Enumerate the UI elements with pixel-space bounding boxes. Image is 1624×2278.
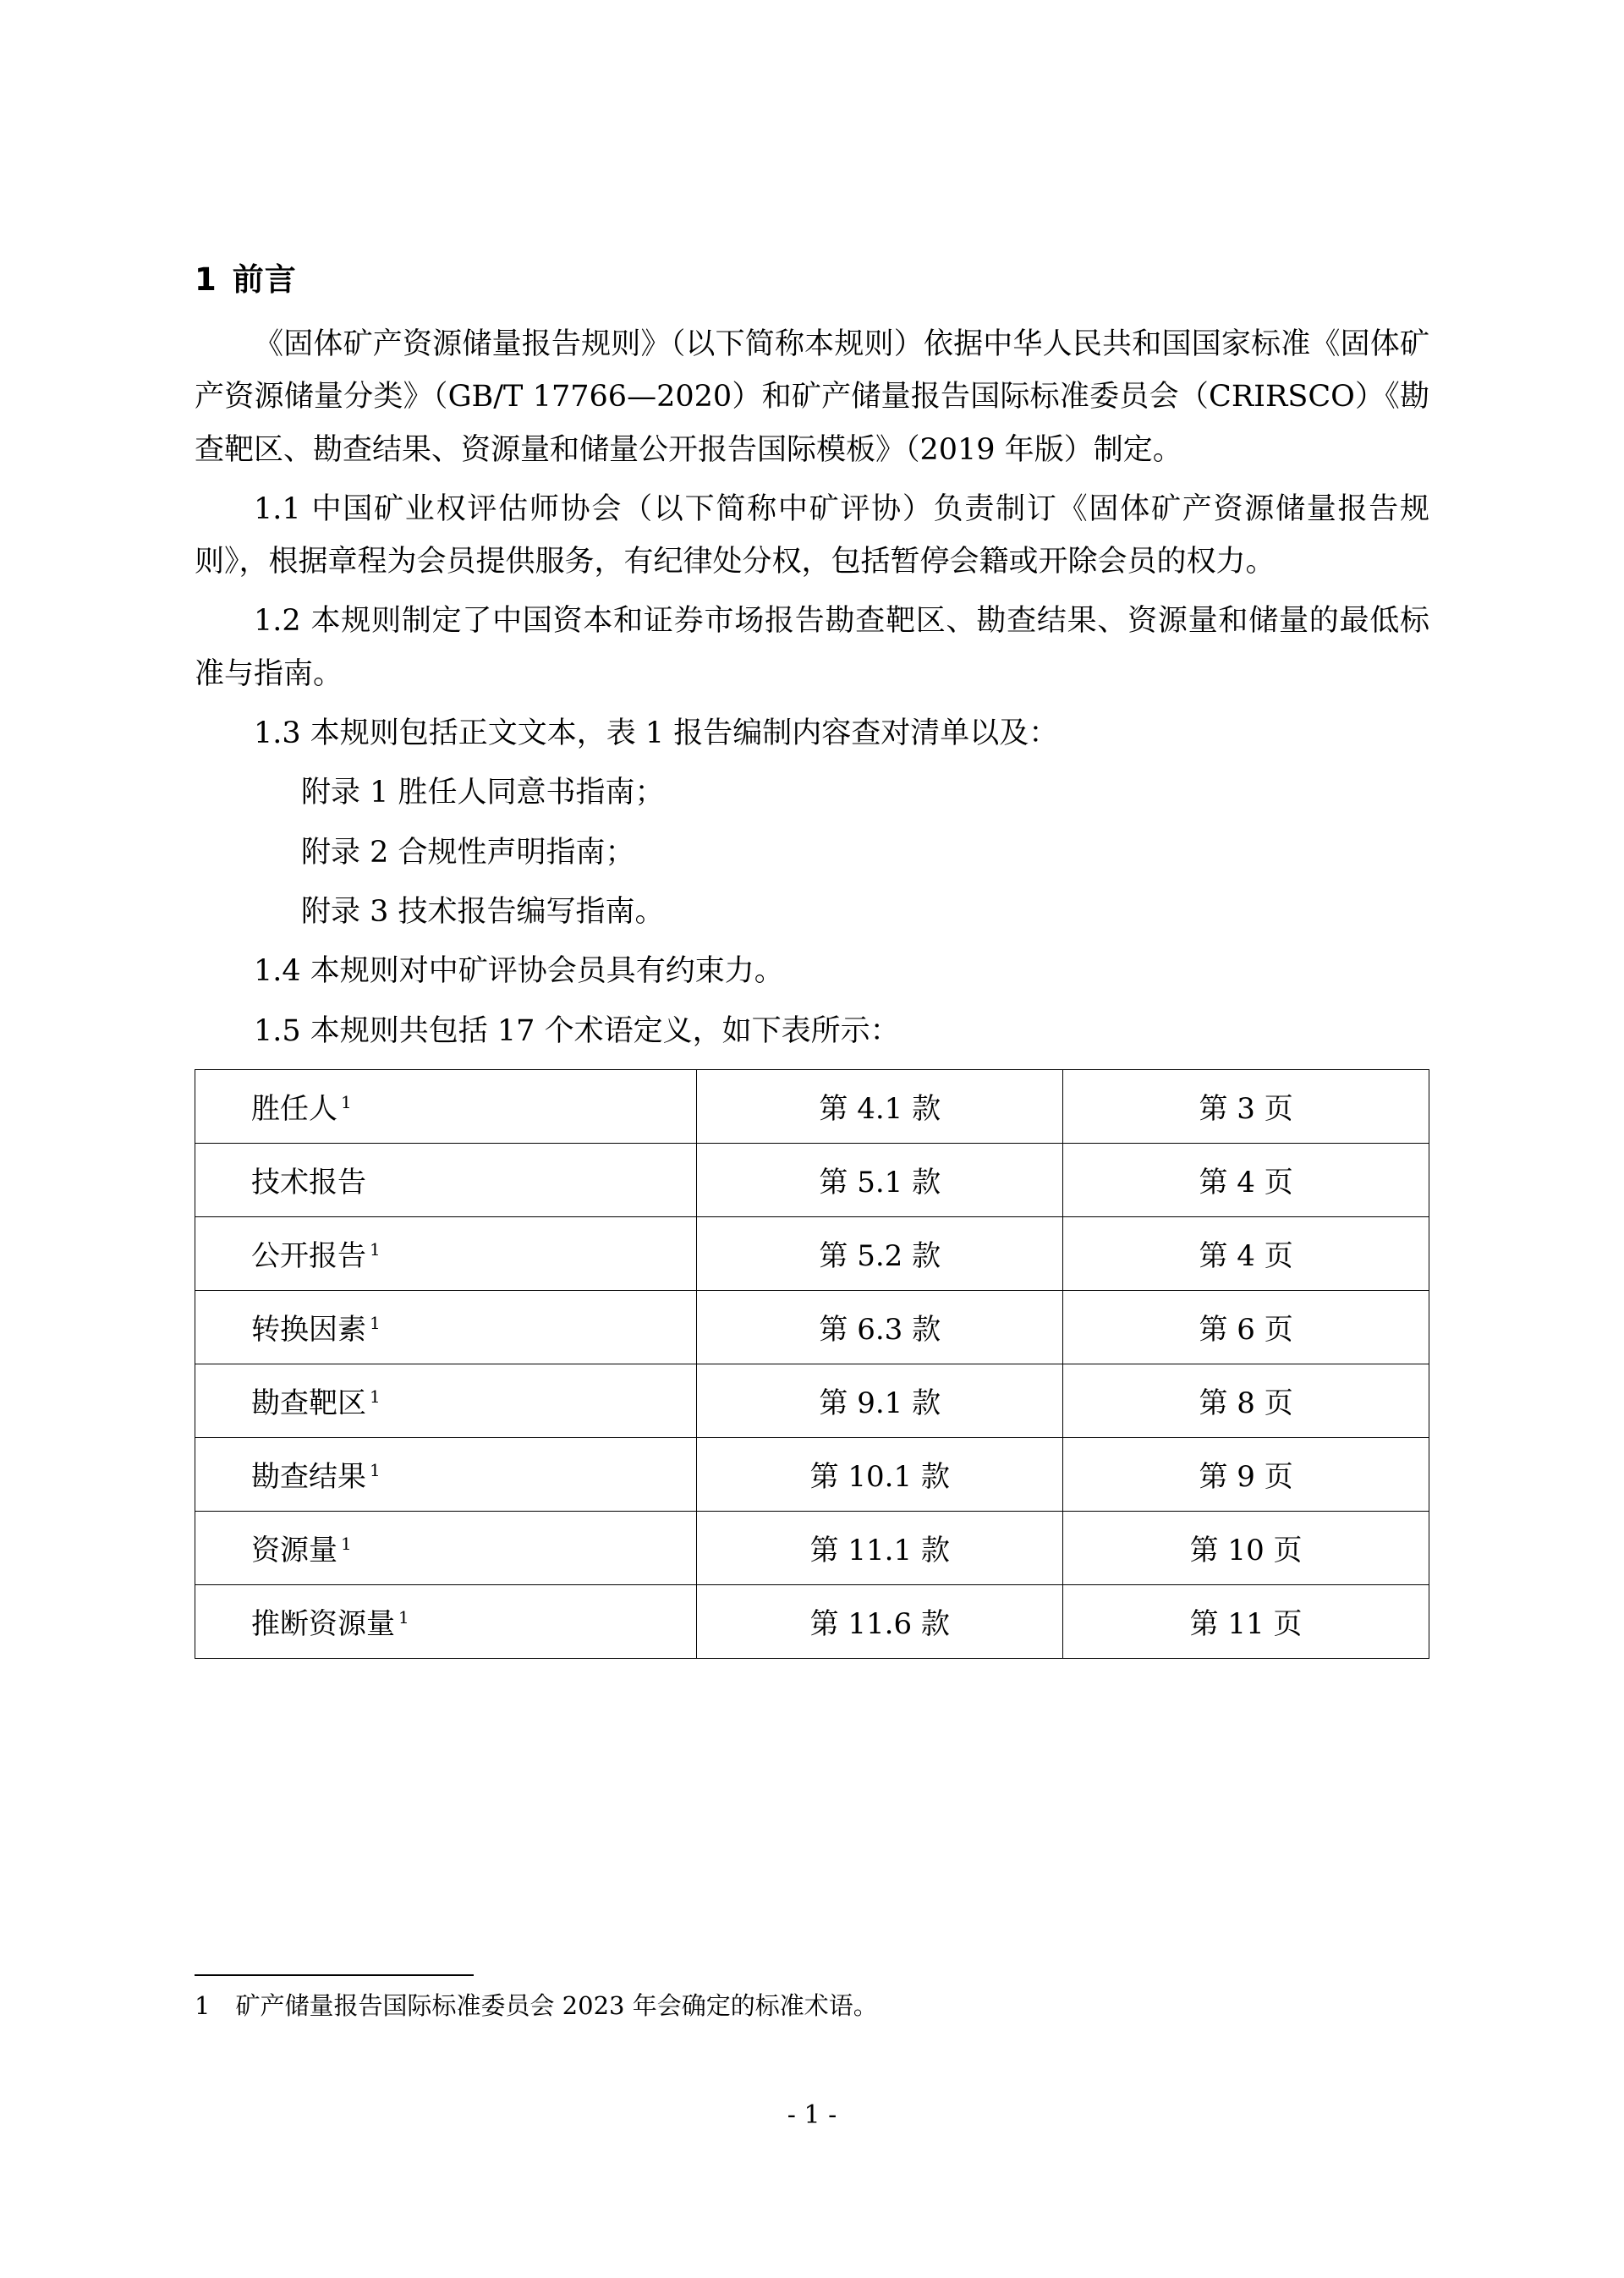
- term-footnote-marker: 1: [370, 1386, 381, 1408]
- term-page-cell: 第 10 页: [1063, 1511, 1429, 1584]
- table-row: [195, 1364, 1429, 1437]
- paragraph-appendix-1: 附录 1 胜任人同意书指南；: [301, 776, 665, 810]
- footnote-area: [195, 1974, 1429, 2025]
- term-name-cell: [195, 1437, 697, 1511]
- term-name: 转换因素: [251, 1313, 366, 1348]
- table-row: [195, 1216, 1429, 1290]
- term-name: 勘查靶区: [251, 1386, 366, 1421]
- term-clause-cell: 第 6.3 款: [697, 1290, 1063, 1364]
- paragraph-appendix-2: 附录 2 合规性声明指南；: [301, 835, 635, 870]
- paragraph-1-3: 1.3 本规则包括正文文本，表 1 报告编制内容查对清单以及：: [254, 716, 1059, 751]
- term-page-cell: 第 3 页: [1063, 1069, 1429, 1143]
- term-name: 技术报告: [251, 1166, 366, 1200]
- term-page-cell: 第 4 页: [1063, 1143, 1429, 1216]
- term-footnote-marker: 1: [341, 1092, 352, 1113]
- term-name-cell: [195, 1143, 697, 1216]
- table-row: [195, 1290, 1429, 1364]
- term-name: 勘查结果: [251, 1460, 366, 1495]
- table-row: [195, 1069, 1429, 1143]
- term-footnote-marker: 1: [370, 1239, 381, 1260]
- term-clause-cell: 第 4.1 款: [697, 1069, 1063, 1143]
- term-name-cell: [195, 1216, 697, 1290]
- footnote-number: 1: [195, 1990, 211, 2020]
- paragraph-1-4: 1.4 本规则对中矿评协会员具有约束力。: [254, 954, 784, 989]
- term-page-cell: 第 9 页: [1063, 1437, 1429, 1511]
- table-row: [195, 1143, 1429, 1216]
- footnote: [195, 1988, 1429, 2025]
- term-name-cell: [195, 1290, 697, 1364]
- term-name-cell: [195, 1511, 697, 1584]
- page-title: [195, 254, 1429, 299]
- term-name: 推断资源量: [251, 1607, 395, 1642]
- term-page-cell: 第 4 页: [1063, 1216, 1429, 1290]
- page-number: - 1 -: [787, 2100, 837, 2130]
- term-footnote-marker: 1: [398, 1607, 409, 1628]
- term-name: 公开报告: [251, 1239, 366, 1274]
- table-row: [195, 1584, 1429, 1658]
- term-name: 资源量: [251, 1534, 337, 1568]
- term-page-cell: 第 6 页: [1063, 1290, 1429, 1364]
- paragraph-1-1: 1.1 中国矿业权评估师协会（以下简称中矿评协）负责制订《固体矿产资源储量报告规则》，根据章程为会员提供服务，有纪律处分权，包括暂停会籍或开除会员的权力。: [195, 491, 1429, 579]
- table-row: [195, 1511, 1429, 1584]
- table-row: [195, 1437, 1429, 1511]
- paragraph-appendix-3: 附录 3 技术报告编写指南。: [301, 894, 665, 929]
- term-clause-cell: 第 11.6 款: [697, 1584, 1063, 1658]
- footnote-text: 矿产储量报告国际标准委员会 2023 年会确定的标准术语。: [235, 1990, 878, 2020]
- term-clause-cell: 第 11.1 款: [697, 1511, 1063, 1584]
- term-clause-cell: 第 9.1 款: [697, 1364, 1063, 1437]
- terms-table: [195, 1069, 1429, 1659]
- term-page-cell: 第 11 页: [1063, 1584, 1429, 1658]
- term-name-cell: [195, 1069, 697, 1143]
- term-name-cell: [195, 1584, 697, 1658]
- section-title-text: 前言: [232, 261, 297, 298]
- paragraph-intro: 《固体矿产资源储量报告规则》（以下简称本规则）依据中华人民共和国国家标准《固体矿产资源储量分类》（GB/T 17766—2020）和矿产储量报告国际标准委员会（CRIRSCO）《勘查靶区、勘查结果、资源量和储量公开报告国际模板》（2019 年版）制定。: [195, 327, 1429, 467]
- term-name: 胜任人: [251, 1092, 337, 1127]
- term-clause-cell: 第 10.1 款: [697, 1437, 1063, 1511]
- paragraph-1-5: 1.5 本规则共包括 17 个术语定义，如下表所示：: [254, 1013, 900, 1048]
- term-clause-cell: 第 5.1 款: [697, 1143, 1063, 1216]
- term-footnote-marker: 1: [370, 1460, 381, 1481]
- term-clause-cell: 第 5.2 款: [697, 1216, 1063, 1290]
- term-page-cell: 第 8 页: [1063, 1364, 1429, 1437]
- footnote-divider: [195, 1974, 474, 1976]
- paragraph-1-2: 1.2 本规则制定了中国资本和证券市场报告勘查靶区、勘查结果、资源量和储量的最低标准与指南。: [195, 604, 1429, 691]
- term-name-cell: [195, 1364, 697, 1437]
- section-number: 1: [195, 261, 217, 298]
- term-footnote-marker: 1: [341, 1534, 352, 1555]
- term-footnote-marker: 1: [370, 1313, 381, 1334]
